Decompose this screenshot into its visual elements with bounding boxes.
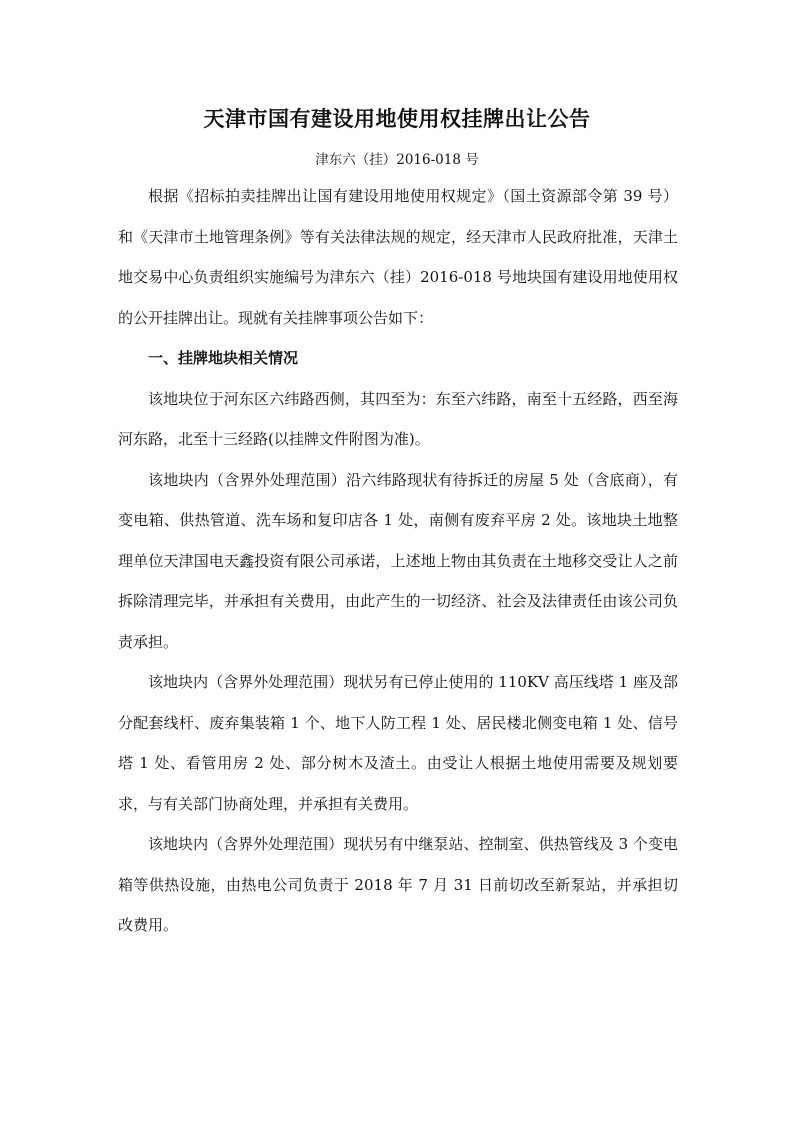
intro-paragraph: 根据《招标拍卖挂牌出让国有建设用地使用权规定》（国土资源部令第 39 号）和《天津市土地管理条例》等有关法律法规的规定，经天津市人民政府批准，天津土地交易中心负责组织实施编号为津东六（挂）2016-018 号地块国有建设用地使用权的公开挂牌出让。现就有关挂牌事项公告如下： (118, 187, 678, 327)
paragraph-existing-facilities: 该地块内（含界外处理范围）现状另有已停止使用的 110KV 高压线塔 1 座及部分配套线杆、废弃集装箱 1 个、地下人防工程 1 处、居民楼北侧变电箱 1 处、信号塔 1 处、看管用房 2 处、部分树木及渣土。由受让人根据土地使用需要及规划要求，与有关部门协商处理，并承担有关费用。 (118, 673, 678, 813)
paragraph-heating-facilities: 该地块内（含界外处理范围）现状另有中继泵站、控制室、供热管线及 3 个变电箱等供热设施，由热电公司负责于 2018 年 7 月 31 日前切改至新泵站，并承担切改费用。 (118, 835, 678, 934)
document-title: 天津市国有建设用地使用权挂牌出让公告 (203, 106, 591, 131)
paragraph-demolition: 该地块内（含界外处理范围）沿六纬路现状有待拆迁的房屋 5 处（含底商），有变电箱、供热管道、洗车场和复印店各 1 处，南侧有废弃平房 2 处。该地块土地整理单位天津国电天鑫投资有限公司承诺，上述地上物由其负责在土地移交受让人之前拆除清理完毕，并承担有关费用，由此产生的一切经济、社会及法律责任由该公司负责承担。 (118, 470, 678, 651)
section-heading: 一、挂牌地块相关情况 (148, 349, 299, 367)
paragraph-location: 该地块位于河东区六纬路西侧，其四至为：东至六纬路，南至十五经路，西至海河东路，北至十三经路(以挂牌文件附图为准)。 (118, 389, 678, 448)
document-body (118, 176, 678, 946)
document-number: 津东六（挂）2016-018 号 (315, 152, 479, 168)
